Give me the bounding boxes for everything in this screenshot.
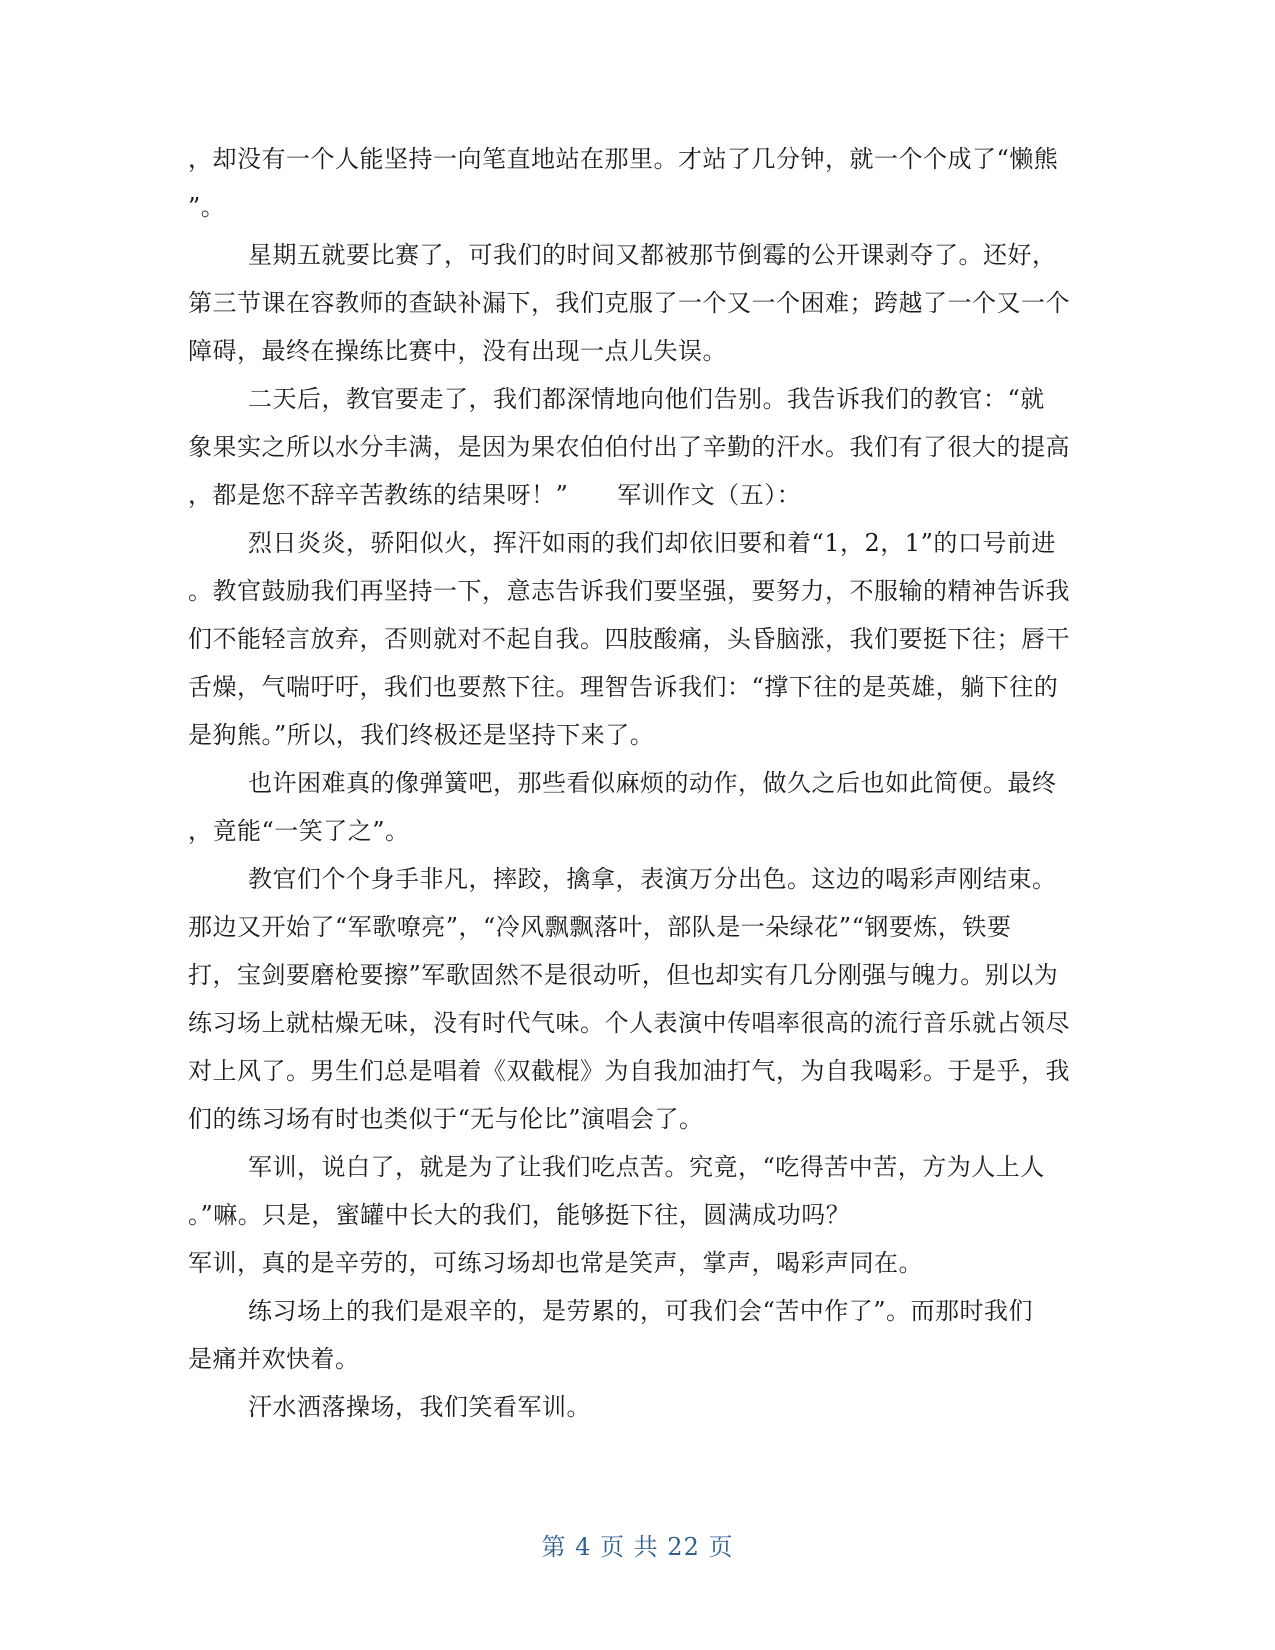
text-line: 烈日炎炎，骄阳似火，挥汗如雨的我们却依旧要和着“1，2，1”的口号前进 <box>248 529 1056 557</box>
text-line: 们不能轻言放弃，否则就对不起自我。四肢酸痛，头昏脑涨，我们要挺下往；唇干 <box>188 625 1070 653</box>
text-line: 障碍，最终在操练比赛中，没有出现一点儿失误。 <box>188 337 727 365</box>
text-line: 练习场上就枯燥无味，没有时代气味。个人表演中传唱率很高的流行音乐就占领尽 <box>188 1009 1070 1037</box>
text-line: 练习场上的我们是艰辛的，是劳累的，可我们会“苦中作了”。而那时我们 <box>248 1297 1034 1325</box>
text-line: 第三节课在容教师的查缺补漏下，我们克服了一个又一个困难；跨越了一个又一个 <box>188 289 1070 317</box>
text-line: ，都是您不辞辛苦教练的结果呀！” 军训作文（五）： <box>188 481 802 509</box>
text-line: 星期五就要比赛了，可我们的时间又都被那节倒霉的公开课剥夺了。还好， <box>248 241 1057 269</box>
text-line: 打，宝剑要磨枪要擦”军歌固然不是很动听，但也却实有几分刚强与魄力。别以为 <box>188 961 1059 989</box>
text-line: 军训，说白了，就是为了让我们吃点苦。究竟，“吃得苦中苦，方为人上人 <box>248 1153 1045 1181</box>
text-line: 军训，真的是辛劳的，可练习场却也常是笑声，掌声，喝彩声同在。 <box>188 1249 923 1277</box>
text-line: 那边又开始了“军歌嘹亮”，“冷风飘飘落叶，部队是一朵绿花”“钢要炼，铁要 <box>188 913 1012 941</box>
text-line: ，却没有一个人能坚持一向笔直地站在那里。才站了几分钟，就一个个成了“懒熊 <box>188 145 1059 173</box>
text-line: 是狗熊。”所以，我们终极还是坚持下来了。 <box>188 721 655 749</box>
text-line: 二天后，教官要走了，我们都深情地向他们告别。我告诉我们的教官：“就 <box>248 385 1045 413</box>
text-line: 。教官鼓励我们再坚持一下，意志告诉我们要坚强，要努力，不服输的精神告诉我 <box>188 577 1070 605</box>
text-line: 舌燥，气喘吁吁，我们也要熬下往。理智告诉我们：“撑下往的是英雄，躺下往的 <box>188 673 1059 701</box>
text-line: 对上风了。男生们总是唱着《双截棍》为自我加油打气，为自我喝彩。于是乎，我 <box>188 1057 1070 1085</box>
page-number-footer: 第 4 页 共 22 页 <box>541 1533 734 1561</box>
text-line: ，竟能“一笑了之”。 <box>188 817 410 845</box>
text-line: ”。 <box>188 193 226 221</box>
text-line: 汗水洒落操场，我们笑看军训。 <box>248 1393 591 1421</box>
text-line: 是痛并欢快着。 <box>188 1345 360 1373</box>
text-line: 。”嘛。只是，蜜罐中长大的我们，能够挺下往，圆满成功吗？ <box>188 1201 851 1229</box>
text-line: 也许困难真的像弹簧吧，那些看似麻烦的动作，做久之后也如此简便。最终 <box>248 769 1057 797</box>
text-line: 们的练习场有时也类似于“无与伦比”演唱会了。 <box>188 1105 704 1133</box>
text-line: 象果实之所以水分丰满，是因为果农伯伯付出了辛勤的汗水。我们有了很大的提高 <box>188 433 1070 461</box>
text-line: 教官们个个身手非凡，摔跤，擒拿，表演万分出色。这边的喝彩声刚结束。 <box>248 865 1057 893</box>
